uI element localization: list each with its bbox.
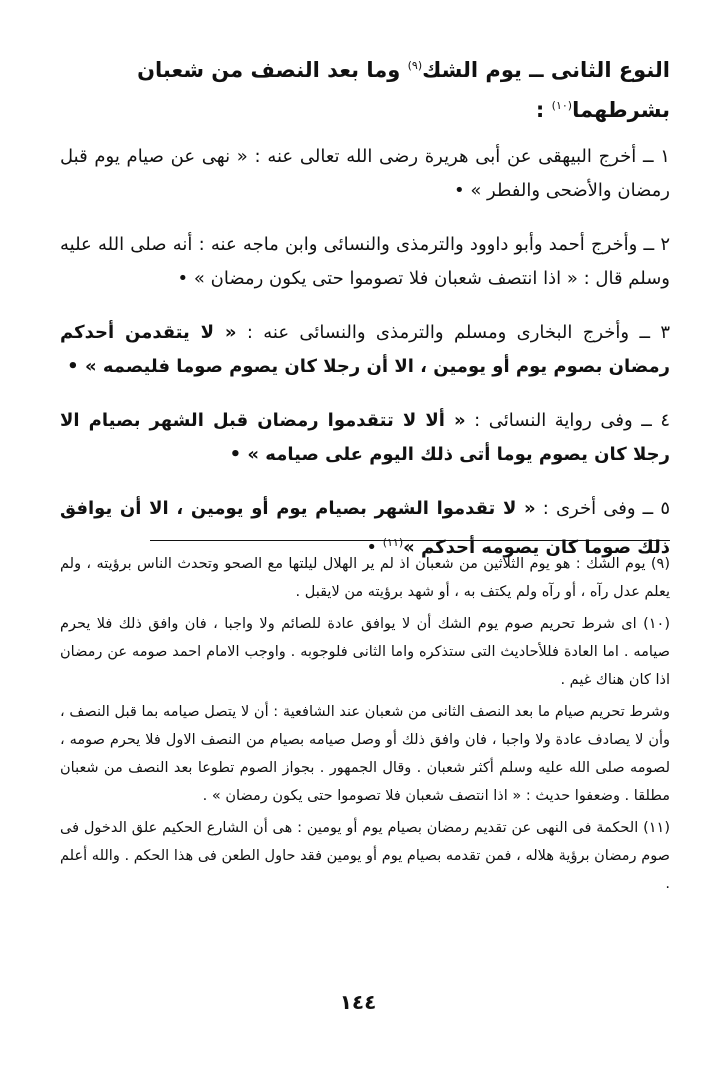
footnote-text: يوم الشك : هو يوم الثلاثين من شعبان اذ لم ير الهلال ليلتها مع الصحو وتحدث الناس برؤيته ، ولم يعلم عدل رآه ، أو رآه ولم يكتف به ، أو شهد برؤيته من لايقبل . (60, 556, 670, 600)
footnote-ref-9: (٩) (407, 59, 423, 72)
page-number: ١٤٤ (339, 990, 377, 1014)
footnote-ref-10: (١٠) (551, 99, 573, 112)
heading-title: النوع الثانى ــ يوم الشك (422, 58, 670, 82)
heading-end: : (535, 98, 552, 122)
paragraph-3 (60, 316, 670, 384)
paragraph-lead: وفى أخرى : (542, 498, 636, 519)
footnote-ref: (١١) (643, 820, 670, 836)
paragraph-number: ٢ ــ (643, 234, 670, 255)
paragraph-end: • (366, 537, 383, 558)
footnote-10 (60, 610, 670, 694)
paragraph-2 (60, 228, 670, 296)
paragraph-number: ١ ــ (643, 146, 670, 167)
main-text (60, 48, 670, 585)
paragraph-1 (60, 140, 670, 208)
paragraph-number: ٣ ــ (639, 322, 670, 343)
footnote-10-continued (60, 698, 670, 810)
paragraph-quote: « لا يتقدمن أحدكم رمضان بصوم يوم أو يومين ، الا أن رجلا كان يصوم صوما فليصمه » • (60, 322, 670, 377)
footnote-text: الحكمة فى النهى عن تقديم رمضان بصيام يوم أو يومين : هى أن الشارع الحكيم علق الدخول فى صوم رمضان برؤية هلاله ، فمن تقدمه بصيام يوم أو يومين فقد حاول الطعن فى هذا الحكم . والله أعلم . (60, 820, 670, 892)
paragraph-quote: « ألا لا تتقدموا رمضان قبل الشهر بصيام الا رجلا كان يصوم يوما أتى ذلك اليوم على صيامه » • (60, 410, 670, 465)
footnote-11 (60, 814, 670, 898)
paragraph-quote: « لا تقدموا الشهر بصيام يوم أو يومين ، الا أن يوافق ذلك صوما كان يصومه أحدكم » (60, 498, 670, 558)
footnote-ref: (٩) (650, 556, 670, 572)
heading-middle: وما بعد النصف من شعبان بشرطهما (137, 58, 670, 122)
footnote-9 (60, 550, 670, 606)
footnote-text: وشرط تحريم صيام ما بعد النصف الثانى من شعبان عند الشافعية : أن لا يتصل صيامه بما قبل النصف ، وأن لا يصادف عادة ولا واجبا ، فان وافق ذلك أو وصل صيامه بصيام من النصف الاول فلا يحرم صومه ، لصومه صلى الله عليه وسلم أكثر شعبان . وقال الجمهور . بجواز الصوم تطوعا بعد النصف من شعبان مطلقا . وضعفوا حديث : « اذا انتصف شعبان فلا تصوموا حتى يكون رمضان » . (60, 704, 670, 804)
footnote-text: اى شرط تحريم صوم يوم الشك أن لا يوافق عادة للصائم ولا واجبا ، فان وافق ذلك فلا يحرم صيامه . اما العادة فللأحاديث التى ستذكره واما الثانى فلوجوبه . واوجب الامام احمد صومه عن رمضان اذا كان هناك غيم . (60, 616, 670, 688)
paragraph-text: وأخرج أحمد وأبو داوود والترمذى والنسائى وابن ماجه عنه : أنه صلى الله عليه وسلم قال : « اذا انتصف شعبان فلا تصوموا حتى يكون رمضان » • (60, 234, 670, 289)
footnote-ref: (١٠) (643, 616, 671, 632)
paragraph-number: ٤ ــ (641, 410, 670, 431)
paragraph-number: ٥ ــ (642, 498, 670, 519)
paragraph-lead: وفى رواية النسائى : (474, 410, 633, 431)
footnote-ref-11: (١١) (382, 536, 404, 549)
section-heading (60, 48, 670, 128)
footnotes (60, 550, 670, 902)
paragraph-lead: وأخرج البخارى ومسلم والترمذى والنسائى عنه : (246, 322, 630, 343)
footnote-divider (150, 540, 670, 541)
paragraph-text: أخرج البيهقى عن أبى هريرة رضى الله تعالى عنه : « نهى عن صيام يوم قبل رمضان والأضحى والفطر » • (60, 146, 670, 201)
paragraph-4 (60, 404, 670, 472)
